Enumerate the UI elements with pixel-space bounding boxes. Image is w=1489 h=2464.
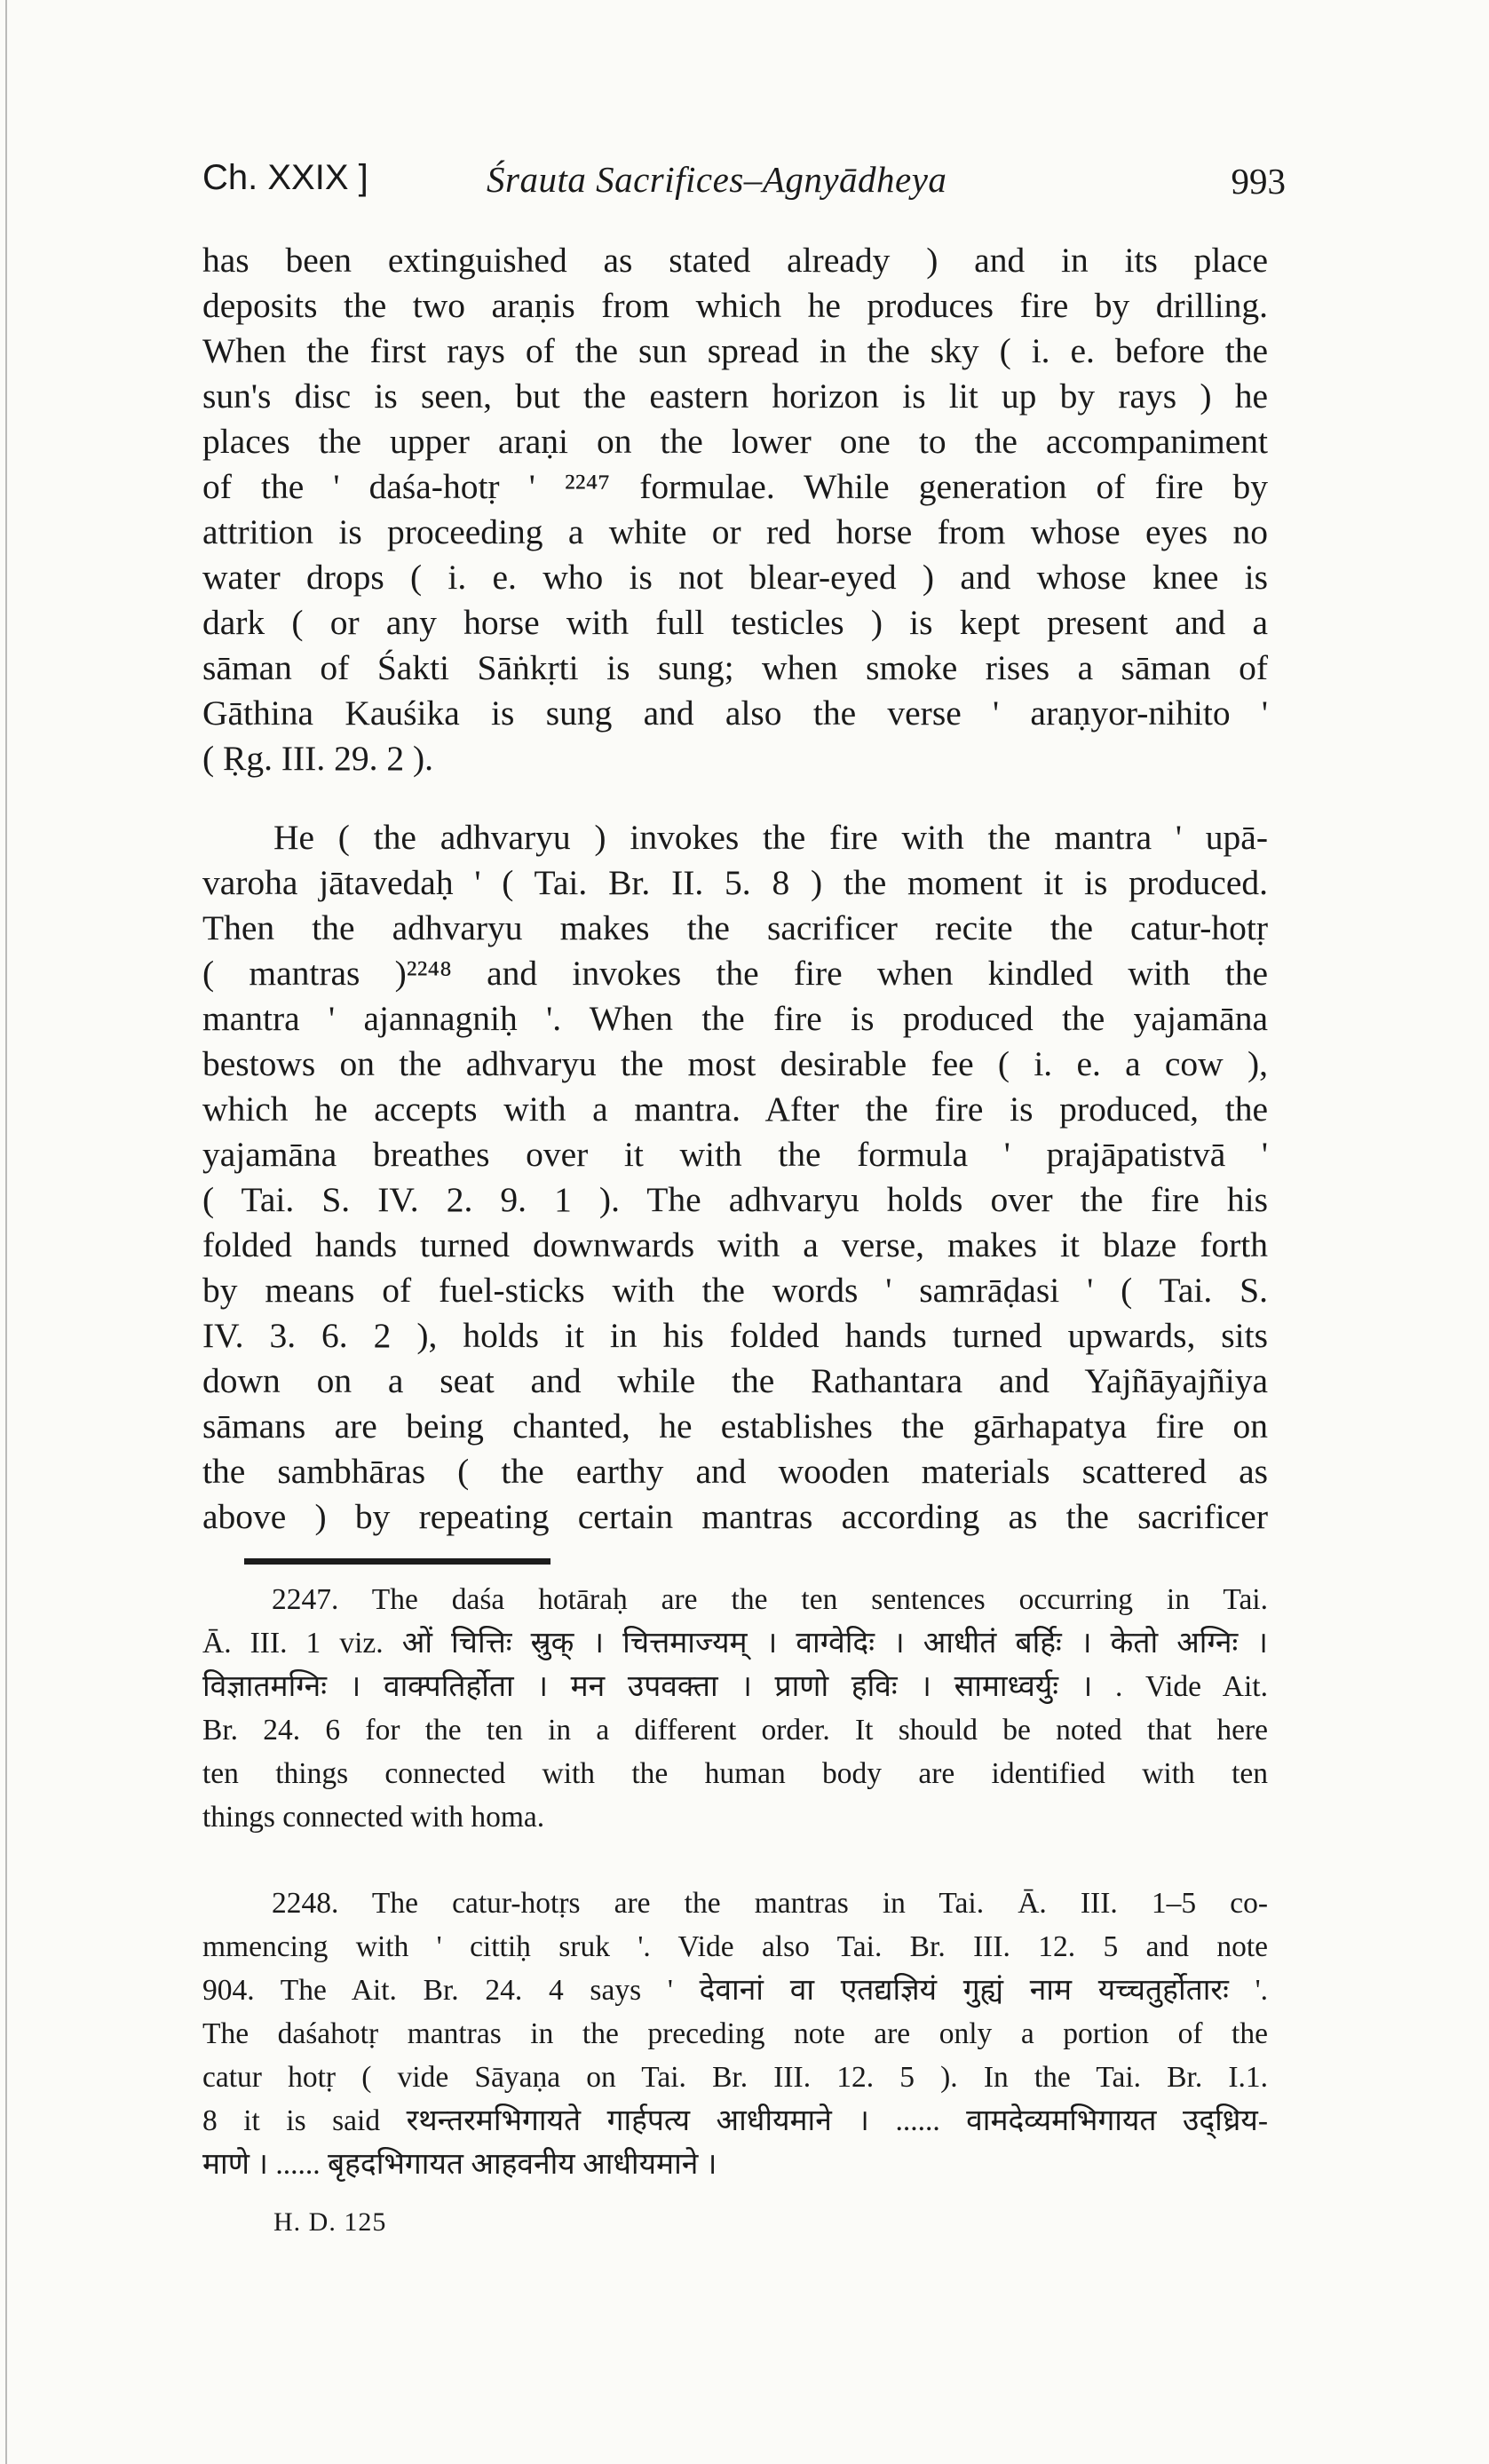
footnote-divider xyxy=(244,1558,550,1565)
text-line: of the ' daśa-hotṛ ' ²²⁴⁷ formulae. While generation of fire by xyxy=(202,467,1268,506)
footnote-line: 2247. The daśa hotāraḥ are the ten sentences occurring in Tai. xyxy=(272,1583,1268,1616)
text-line: has been extinguished as stated already ) and in its place xyxy=(202,241,1268,280)
footnote-line: Ā. III. 1 viz. ओं चित्तिः स्रुक् । चित्तमाज्यम् । वाग्वेदिः । आधीतं बर्हिः । केतो अग्निः । xyxy=(202,1627,1268,1660)
footnote-line: catur hotṛ ( vide Sāyaṇa on Tai. Br. III. 12. 5 ). In the Tai. Br. I.1. xyxy=(202,2061,1268,2094)
footnote-line: माणे । ...... बृहदभिगायत आहवनीय आधीयमाने । xyxy=(202,2148,717,2181)
text-line: dark ( or any horse with full testicles ) is kept present and a xyxy=(202,603,1268,642)
text-line: above ) by repeating certain mantras according as the sacrificer xyxy=(202,1497,1268,1536)
text-line: sun's disc is seen, but the eastern horizon is lit up by rays ) he xyxy=(202,376,1268,416)
text-line: He ( the adhvaryu ) invokes the fire with the mantra ' upā- xyxy=(273,818,1268,857)
text-line: deposits the two araṇis from which he produces fire by drilling. xyxy=(202,286,1268,325)
footnote-line: 8 it is said रथन्तरमभिगायते गार्हपत्य आधीयमाने । ...... वामदेव्यमभिगायत उद्ध्रिय- xyxy=(202,2104,1268,2137)
text-line: When the first rays of the sun spread in the sky ( i. e. before the xyxy=(202,331,1268,370)
footnote-line: things connected with homa. xyxy=(202,1801,545,1834)
footnote-line: 2248. The catur-hotṛs are the mantras in Tai. Ā. III. 1–5 co- xyxy=(272,1887,1268,1920)
text-line: Gāthina Kauśika is sung and also the verse ' araṇyor-nihito ' xyxy=(202,693,1268,733)
page-number: 993 xyxy=(1231,161,1286,202)
footnote-line: Br. 24. 6 for the ten in a different order. It should be noted that here xyxy=(202,1714,1268,1747)
text-line: yajamāna breathes over it with the formula ' prajāpatistvā ' xyxy=(202,1135,1268,1174)
footnote-2247 xyxy=(202,1578,1268,1839)
text-line: sāman of Śakti Sāṅkṛti is sung; when smoke rises a sāman of xyxy=(202,648,1268,687)
text-line: ( Ṛg. III. 29. 2 ). xyxy=(202,739,433,778)
footnote-line: 904. The Ait. Br. 24. 4 says ' देवानां वा एतद्यज्ञियं गुह्यं नाम यच्चतुर्होतारः '. xyxy=(202,1974,1268,2007)
running-header xyxy=(202,158,1286,211)
text-line: ( Tai. S. IV. 2. 9. 1 ). The adhvaryu holds over the fire his xyxy=(202,1180,1268,1219)
text-line: IV. 3. 6. 2 ), holds it in his folded hands turned upwards, sits xyxy=(202,1316,1268,1355)
text-line: mantra ' ajannagniḥ '. When the fire is produced the yajamāna xyxy=(202,999,1268,1038)
footnote-line: विज्ञातमग्निः । वाक्पतिर्होता । मन उपवक्ता । प्राणो हविः । सामाध्वर्युः । . Vide Ait. xyxy=(202,1670,1268,1703)
text-line: Then the adhvaryu makes the sacrificer recite the catur-hotṛ xyxy=(202,908,1268,947)
chapter-label: Ch. XXIX ] xyxy=(202,158,368,197)
text-line: ( mantras )²²⁴⁸ and invokes the fire when kindled with the xyxy=(202,954,1268,993)
page-edge-line xyxy=(5,0,7,2464)
footnote-line: mmencing with ' cittiḥ sruk '. Vide also Tai. Br. III. 12. 5 and note xyxy=(202,1930,1268,1963)
paragraph-1 xyxy=(202,238,1268,781)
text-line: attrition is proceeding a white or red horse from whose eyes no xyxy=(202,512,1268,551)
section-title: Śrauta Sacrifices–Agnyādheya xyxy=(487,159,947,200)
text-line: by means of fuel-sticks with the words ' samrāḍasi ' ( Tai. S. xyxy=(202,1271,1268,1310)
footnote-2248 xyxy=(202,1882,1268,2186)
text-line: down on a seat and while the Rathantara and Yajñāyajñiya xyxy=(202,1361,1268,1400)
text-line: sāmans are being chanted, he establishes the gārhapatya fire on xyxy=(202,1406,1268,1446)
paragraph-2 xyxy=(202,815,1268,1540)
footnote-line: ten things connected with the human body are identified with ten xyxy=(202,1757,1268,1790)
text-line: places the upper araṇi on the lower one to the accompaniment xyxy=(202,422,1268,461)
text-line: varoha jātavedaḥ ' ( Tai. Br. II. 5. 8 ) the moment it is produced. xyxy=(202,863,1268,902)
text-line: folded hands turned downwards with a verse, makes it blaze forth xyxy=(202,1225,1268,1264)
text-line: water drops ( i. e. who is not blear-eyed ) and whose knee is xyxy=(202,558,1268,597)
text-line: bestows on the adhvaryu the most desirable fee ( i. e. a cow ), xyxy=(202,1044,1268,1083)
text-line: the sambhāras ( the earthy and wooden materials scattered as xyxy=(202,1452,1268,1491)
text-line: which he accepts with a mantra. After the fire is produced, the xyxy=(202,1089,1268,1129)
signature-mark: H. D. 125 xyxy=(273,2207,387,2237)
footnote-line: The daśahotṛ mantras in the preceding note are only a portion of the xyxy=(202,2017,1268,2050)
